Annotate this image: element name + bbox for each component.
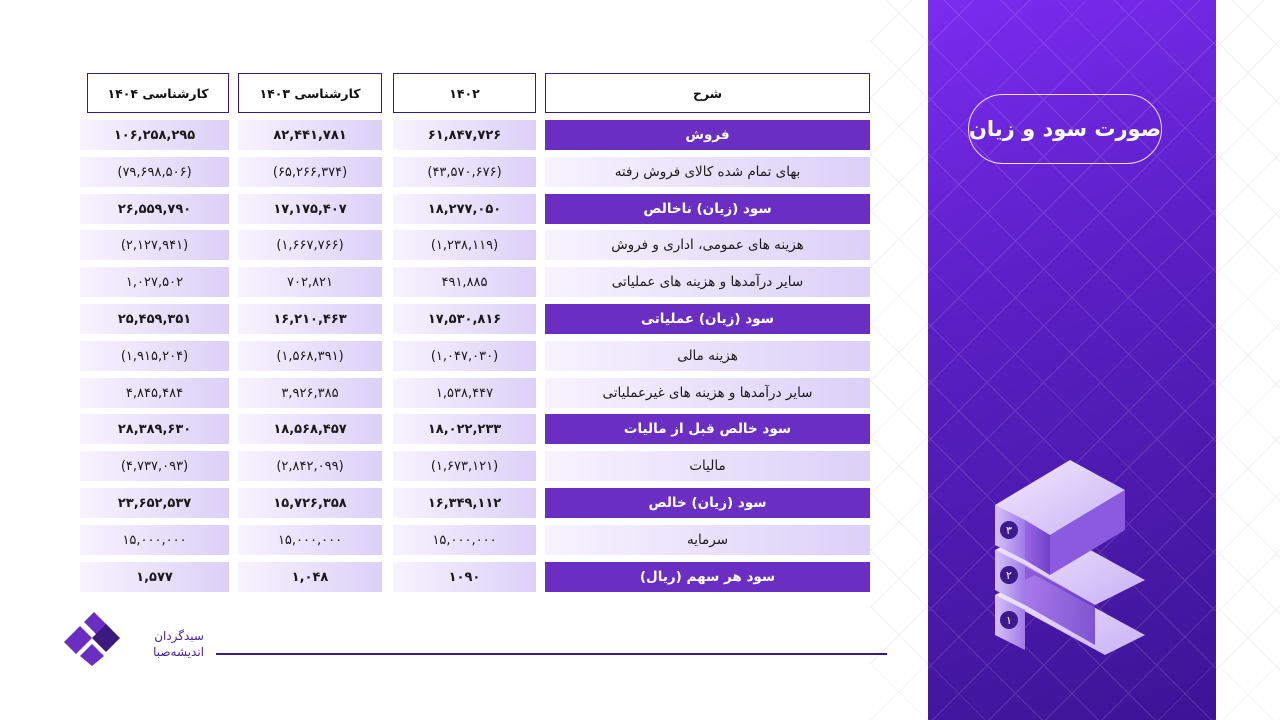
company-logo-icon — [62, 612, 122, 666]
row-value-1404: (۴,۷۳۷,۰۹۳) — [80, 451, 229, 481]
row-value-1403: ۱۶,۲۱۰,۴۶۳ — [238, 304, 382, 334]
header-1402: ۱۴۰۲ — [393, 73, 536, 113]
background-pattern-left — [870, 0, 928, 720]
row-value-1402: ۱۶,۳۴۹,۱۱۲ — [393, 488, 536, 518]
svg-text:۲: ۲ — [1006, 569, 1012, 582]
row-value-1402: ۱۵,۰۰۰,۰۰۰ — [393, 525, 536, 555]
row-label: سرمایه — [545, 525, 870, 555]
svg-text:۳: ۳ — [1006, 524, 1012, 537]
row-value-1403: ۳,۹۲۶,۳۸۵ — [238, 378, 382, 408]
row-label: سود هر سهم (ریال) — [545, 562, 870, 592]
row-label: هزینه مالی — [545, 341, 870, 371]
row-value-1404: (۲,۱۲۷,۹۴۱) — [80, 230, 229, 260]
row-label: سود (زیان) عملیاتی — [545, 304, 870, 334]
row-value-1404: ۲۳,۶۵۲,۵۳۷ — [80, 488, 229, 518]
row-label: سود (زیان) ناخالص — [545, 194, 870, 224]
row-value-1402: ۶۱,۸۴۷,۷۲۶ — [393, 120, 536, 150]
row-label: مالیات — [545, 451, 870, 481]
row-value-1404: ۱,۰۲۷,۵۰۲ — [80, 267, 229, 297]
row-value-1404: (۱,۹۱۵,۲۰۴) — [80, 341, 229, 371]
row-value-1404: (۷۹,۶۹۸,۵۰۶) — [80, 157, 229, 187]
row-value-1403: ۱,۰۴۸ — [238, 562, 382, 592]
row-value-1404: ۲۵,۴۵۹,۳۵۱ — [80, 304, 229, 334]
row-value-1402: (۱,۰۴۷,۰۳۰) — [393, 341, 536, 371]
header-description: شرح — [545, 73, 870, 113]
page-title: صورت سود و زیان — [968, 94, 1162, 164]
row-value-1403: ۱۵,۰۰۰,۰۰۰ — [238, 525, 382, 555]
row-value-1403: ۱۵,۷۲۶,۳۵۸ — [238, 488, 382, 518]
row-value-1404: ۲۸,۳۸۹,۶۳۰ — [80, 414, 229, 444]
row-value-1403: ۷۰۲,۸۲۱ — [238, 267, 382, 297]
row-value-1402: ۴۹۱,۸۸۵ — [393, 267, 536, 297]
row-label: سود خالص قبل از مالیات — [545, 414, 870, 444]
row-label: سایر درآمدها و هزینه های غیرعملیاتی — [545, 378, 870, 408]
company-logo-text — [124, 628, 204, 660]
row-value-1403: ۸۲,۴۴۱,۷۸۱ — [238, 120, 382, 150]
row-label: سود (زیان) خالص — [545, 488, 870, 518]
row-label: هزینه های عمومی، اداری و فروش — [545, 230, 870, 260]
row-value-1402: (۴۳,۵۷۰,۶۷۶) — [393, 157, 536, 187]
svg-text:۱: ۱ — [1006, 614, 1012, 627]
row-value-1402: ۱۸,۰۲۲,۲۳۳ — [393, 414, 536, 444]
row-value-1402: ۱۰۹۰ — [393, 562, 536, 592]
logo-line-2: اندیشه‌صبا — [153, 645, 204, 659]
row-label: بهای تمام شده کالای فروش رفته — [545, 157, 870, 187]
footer-divider — [216, 653, 887, 655]
row-value-1402: ۱,۵۳۸,۴۴۷ — [393, 378, 536, 408]
row-value-1403: ۱۸,۵۶۸,۴۵۷ — [238, 414, 382, 444]
row-value-1403: (۱,۶۶۷,۷۶۶) — [238, 230, 382, 260]
row-label: سایر درآمدها و هزینه های عملیاتی — [545, 267, 870, 297]
header-1404: کارشناسی ۱۴۰۴ — [87, 73, 229, 113]
row-value-1404: ۱۰۶,۲۵۸,۲۹۵ — [80, 120, 229, 150]
row-value-1404: ۴,۸۴۵,۴۸۴ — [80, 378, 229, 408]
row-value-1404: ۱۵,۰۰۰,۰۰۰ — [80, 525, 229, 555]
row-value-1403: (۱,۵۶۸,۳۹۱) — [238, 341, 382, 371]
row-value-1404: ۲۶,۵۵۹,۷۹۰ — [80, 194, 229, 224]
row-value-1403: ۱۷,۱۷۵,۴۰۷ — [238, 194, 382, 224]
row-value-1402: (۱,۶۷۳,۱۲۱) — [393, 451, 536, 481]
background-pattern-right — [1216, 0, 1280, 720]
row-value-1402: ۱۷,۵۳۰,۸۱۶ — [393, 304, 536, 334]
row-value-1402: (۱,۲۳۸,۱۱۹) — [393, 230, 536, 260]
row-value-1403: (۶۵,۲۶۶,۳۷۴) — [238, 157, 382, 187]
header-1403: کارشناسی ۱۴۰۳ — [238, 73, 382, 113]
row-value-1404: ۱,۵۷۷ — [80, 562, 229, 592]
stairs-illustration-icon — [985, 445, 1165, 655]
row-value-1402: ۱۸,۲۷۷,۰۵۰ — [393, 194, 536, 224]
row-label: فروش — [545, 120, 870, 150]
row-value-1403: (۲,۸۴۲,۰۹۹) — [238, 451, 382, 481]
logo-line-1: سبدگردان — [154, 629, 204, 643]
